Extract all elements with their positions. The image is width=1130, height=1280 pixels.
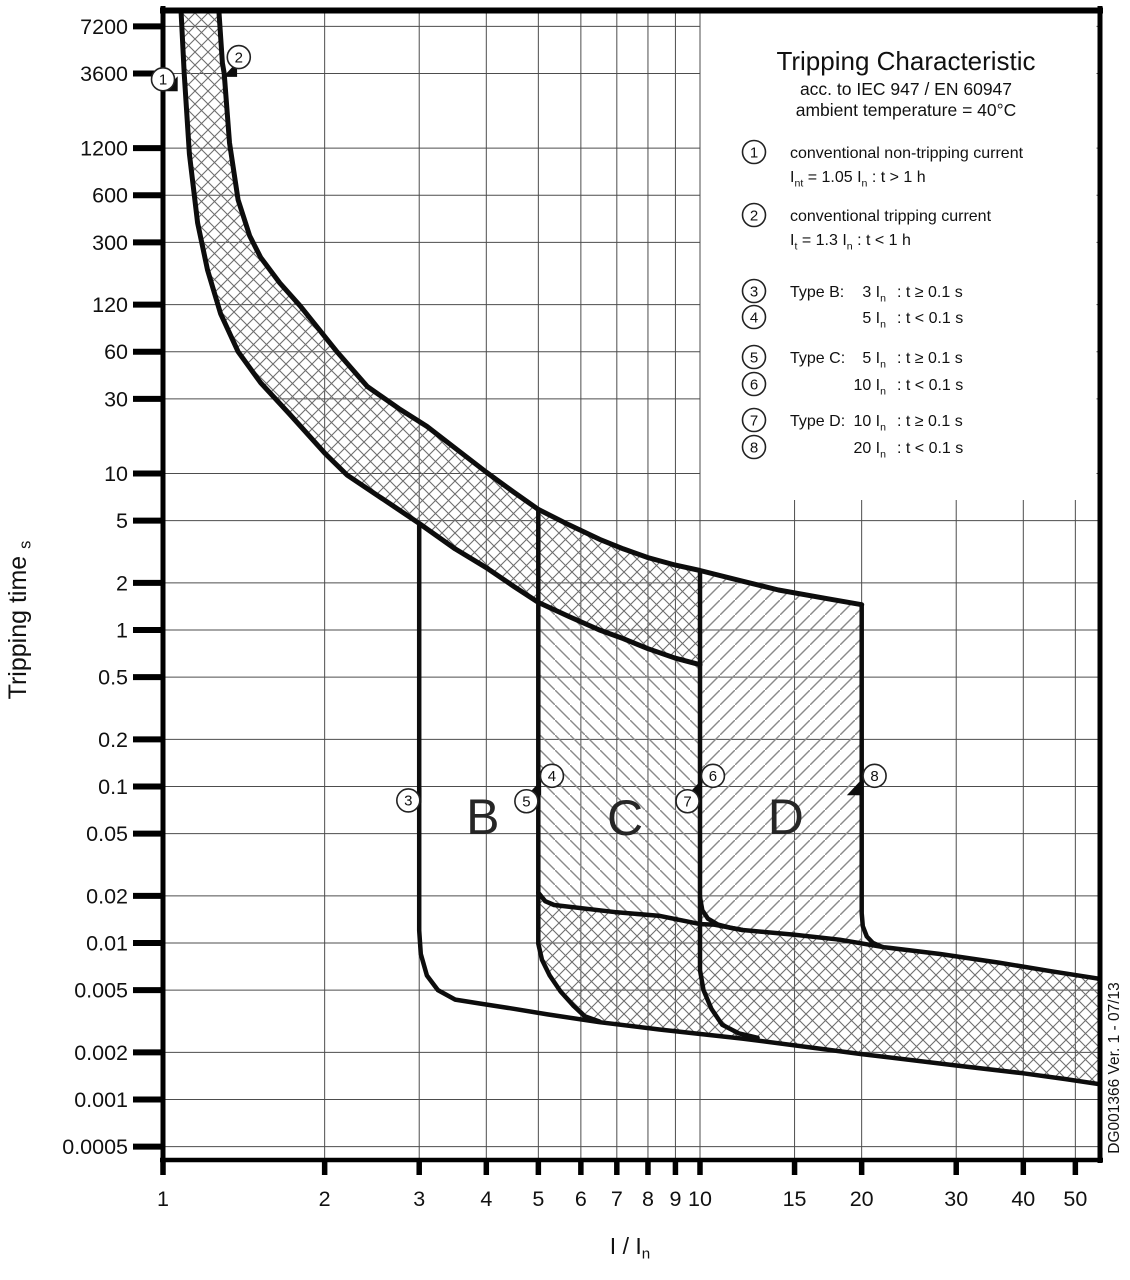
circled-number-text-1: 1 bbox=[749, 144, 759, 162]
legend-item-label-2: conventional tripping current bbox=[790, 208, 992, 225]
ytick-label-0.2: 0.2 bbox=[98, 727, 128, 752]
circled-number-text-7: 7 bbox=[683, 793, 692, 811]
xtick-label-50: 50 bbox=[1063, 1187, 1088, 1211]
ytick-label-3600: 3600 bbox=[80, 61, 128, 86]
document-number-watermark: DG001366 Ver. 1 - 07/13 bbox=[1106, 982, 1123, 1154]
xtick-label-40: 40 bbox=[1011, 1187, 1036, 1211]
ytick-label-120: 120 bbox=[92, 293, 128, 318]
xtick-label-10: 10 bbox=[688, 1187, 712, 1211]
legend-item-label-1: conventional non-tripping current bbox=[790, 145, 1024, 162]
ytick-label-0.0005: 0.0005 bbox=[62, 1135, 128, 1160]
xtick-label-9: 9 bbox=[669, 1187, 682, 1211]
circled-number-text-1: 1 bbox=[158, 71, 168, 89]
legend-type-threshold: 5 $I_n$ bbox=[862, 310, 886, 331]
legend-type-condition: : t < 0.1 s bbox=[897, 377, 964, 394]
legend-type-label-TypeD: Type D: bbox=[790, 413, 846, 430]
ytick-label-0.02: 0.02 bbox=[86, 884, 128, 909]
circled-number-text-6: 6 bbox=[708, 768, 718, 786]
xtick-label-1: 1 bbox=[157, 1187, 169, 1211]
chart-title: Tripping Characteristic bbox=[776, 46, 1036, 76]
xtick-label-2: 2 bbox=[318, 1187, 331, 1211]
xtick-label-4: 4 bbox=[480, 1187, 493, 1211]
xtick-label-30: 30 bbox=[944, 1187, 969, 1211]
circled-number-text-5: 5 bbox=[749, 349, 759, 367]
ytick-label-0.002: 0.002 bbox=[74, 1040, 128, 1065]
chart-subtitle-temperature: ambient temperature = 40°C bbox=[795, 100, 1017, 120]
circled-number-text-4: 4 bbox=[547, 768, 557, 786]
ytick-label-600: 600 bbox=[92, 183, 128, 208]
circled-number-text-4: 4 bbox=[749, 309, 759, 327]
ytick-label-0.01: 0.01 bbox=[86, 931, 128, 956]
legend-type-threshold: 10 $I_n$ bbox=[853, 413, 886, 434]
ytick-label-7200: 7200 bbox=[80, 14, 128, 39]
ytick-label-300: 300 bbox=[92, 230, 128, 255]
circled-number-text-8: 8 bbox=[870, 768, 879, 786]
legend-type-threshold: 20 $I_n$ bbox=[853, 440, 886, 461]
circled-number-text-3: 3 bbox=[749, 283, 759, 301]
circled-number-text-5: 5 bbox=[522, 793, 531, 811]
circled-number-text-2: 2 bbox=[749, 207, 759, 225]
legend-type-threshold: 10 $I_n$ bbox=[853, 377, 886, 398]
xtick-label-6: 6 bbox=[574, 1187, 587, 1211]
legend-type-condition: : t ≥ 0.1 s bbox=[897, 350, 963, 367]
ytick-label-0.001: 0.001 bbox=[74, 1088, 128, 1112]
region-type-d-region bbox=[700, 571, 862, 946]
legend-type-threshold: 5 $I_n$ bbox=[862, 350, 886, 371]
x-axis-title: I / In bbox=[609, 1233, 651, 1263]
circled-number-text-6: 6 bbox=[749, 376, 759, 394]
ytick-label-5: 5 bbox=[116, 509, 128, 534]
ytick-label-30: 30 bbox=[104, 387, 128, 412]
xtick-label-20: 20 bbox=[849, 1187, 874, 1211]
xtick-label-3: 3 bbox=[413, 1187, 426, 1211]
ytick-label-1200: 1200 bbox=[80, 136, 128, 161]
legend-type-label-TypeC: Type C: bbox=[790, 350, 846, 367]
legend-type-label-TypeB: Type B: bbox=[790, 284, 845, 301]
ytick-label-1: 1 bbox=[116, 618, 128, 643]
circled-number-text-8: 8 bbox=[749, 439, 759, 457]
y-axis-title: Tripping time s bbox=[4, 540, 35, 700]
ytick-label-2: 2 bbox=[116, 571, 128, 596]
circled-number-text-2: 2 bbox=[234, 49, 243, 67]
ytick-label-0.05: 0.05 bbox=[86, 822, 128, 847]
region-label-D: D bbox=[767, 789, 804, 846]
xtick-label-8: 8 bbox=[641, 1187, 654, 1211]
legend-type-condition: : t ≥ 0.1 s bbox=[897, 284, 963, 301]
circled-number-text-3: 3 bbox=[404, 792, 413, 810]
legend-item-formula-1: $I_{nt} = 1.05$ $I_n$ : t > 1 h bbox=[790, 169, 926, 190]
chart-subtitle-standard: acc. to IEC 947 / EN 60947 bbox=[799, 79, 1013, 99]
region-label-B: B bbox=[466, 789, 500, 846]
xtick-label-15: 15 bbox=[782, 1187, 807, 1211]
region-label-C: C bbox=[606, 789, 644, 846]
ytick-label-0.005: 0.005 bbox=[74, 978, 128, 1003]
legend-type-condition: : t < 0.1 s bbox=[897, 440, 964, 457]
ytick-label-0.1: 0.1 bbox=[98, 775, 128, 799]
legend-type-condition: : t ≥ 0.1 s bbox=[897, 413, 963, 430]
xtick-label-5: 5 bbox=[532, 1187, 545, 1211]
ytick-label-10: 10 bbox=[104, 462, 128, 486]
legend-type-condition: : t < 0.1 s bbox=[897, 310, 964, 327]
circled-number-text-7: 7 bbox=[749, 412, 759, 430]
ytick-label-60: 60 bbox=[104, 340, 128, 365]
legend-item-formula-2: $I_t = 1.3$ $I_n$ : t < 1 h bbox=[790, 232, 911, 253]
legend-type-threshold: 3 $I_n$ bbox=[862, 284, 886, 305]
ytick-label-0.5: 0.5 bbox=[98, 665, 128, 690]
xtick-label-7: 7 bbox=[610, 1187, 623, 1211]
